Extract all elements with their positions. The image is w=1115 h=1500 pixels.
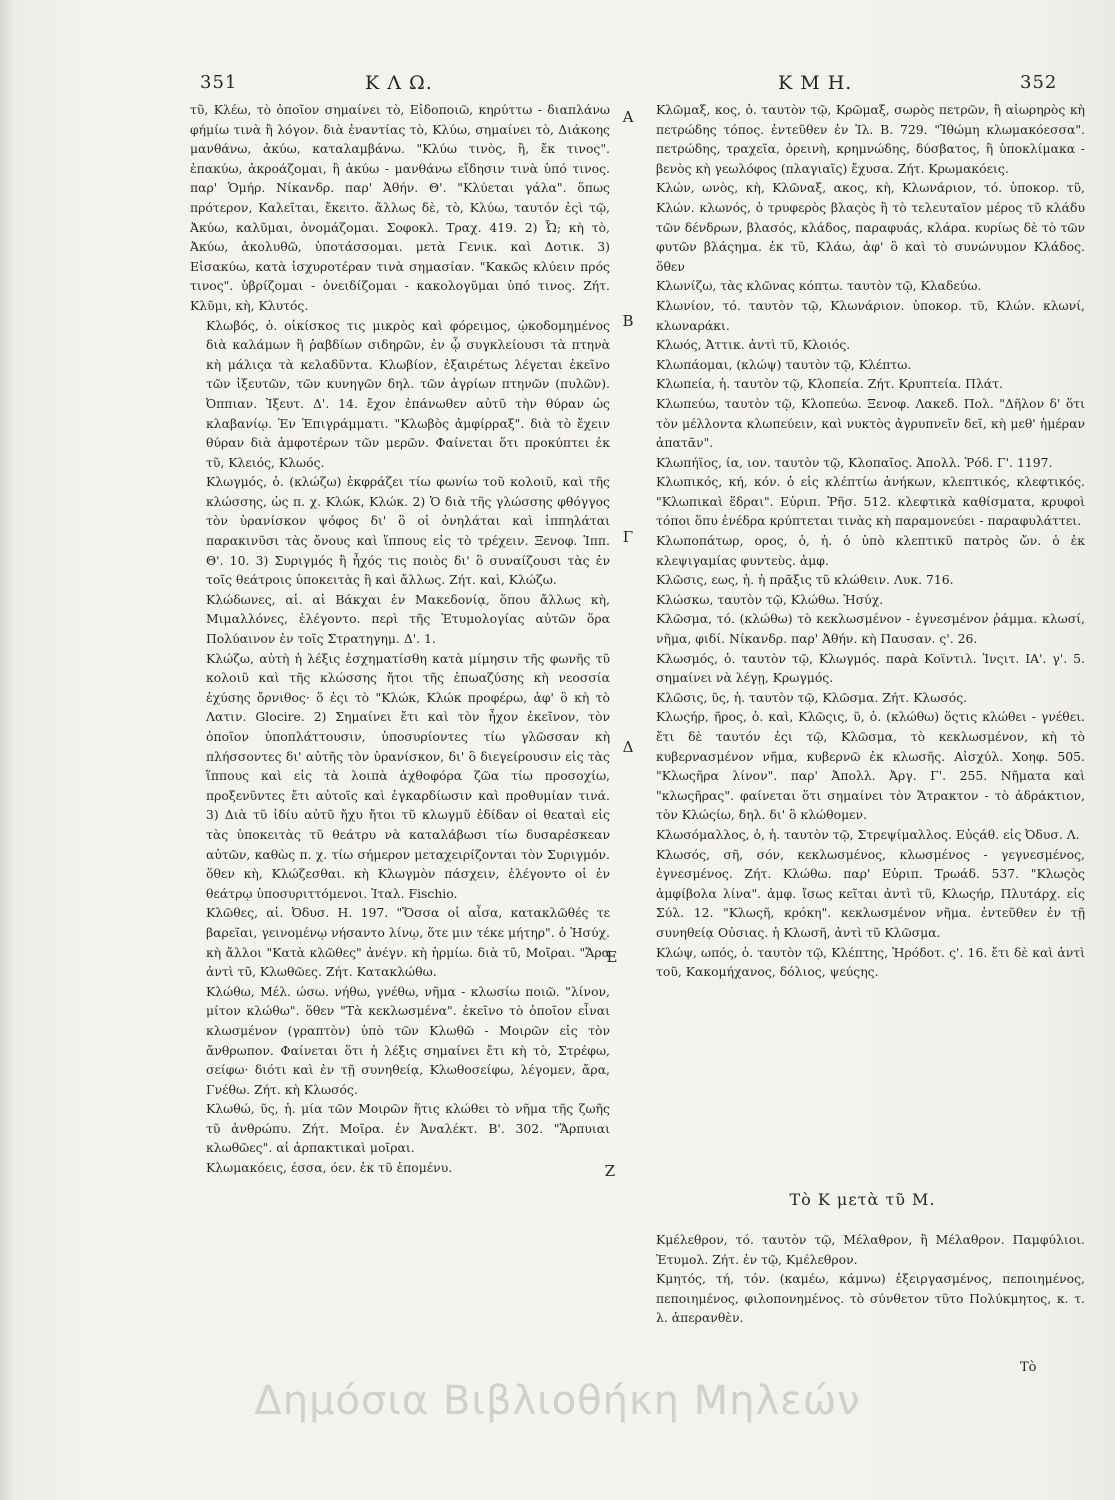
entry-klopopator: Κλωποπάτωρ, ορος, ὁ, ἡ. ὁ ὑπὸ κλεπτικῦ πατρὸς ὤν. ὁ ἐκ κλεψιγαμίας φυντεὺς. ἀμφ. xyxy=(656,533,1085,568)
entry-klosos: Κλωσός, σῆ, σόν, κεκλωσμένος, κλωσμένος - γεγνεσμένος, ἐγνεσμένος. Ζήτ. Κλώθω. παρ' Εὐριπ. Τρωάδ. 537. "Κλωςὸς ἀμφίβολα λίνα". ἀμφ. ἴσως κεῖται ἀντὶ τῦ, Κλωςήρ, Πλυτάρχ. εἰς Σύλ. 12. "Κλωςῆ, κρόκη". κεκλωσμένον νῆμα. ἐντεῦθεν ἐν τῇ συνηθείᾳ Οὐσιας. ἡ Κλωσῆ, ἀντὶ τῦ Κλῶσμα. xyxy=(656,846,1085,940)
entry-klosomallos: Κλωσόμαλλος, ὁ, ἡ. ταυτὸν τῷ, Στρεψίμαλλος. Εὐςάθ. εἰς Ὀδυσ. Λ. xyxy=(656,826,1080,842)
entry-klon: Κλών, ωνὸς, κὴ, Κλῶναξ, ακος, κὴ, Κλωνάριον, τό. ὑποκορ. τῦ, Κλών. κλωνός, ὁ τρυφερὸς βλαςὸς ἢ τὸ τελευταῖον μέρος τῦ κλάδυ τῶν δένδρων, βλασός, κλάδος, παραφυάς, κλάρα. κυρίως δὲ τὸ τῶν φυτῶν βλάςημα. ἐκ τῦ, Κλάω, ἀφ' ὃ καὶ τὸ συνώνυμον Κλάδος. ὅθεν xyxy=(656,180,1085,274)
right-column xyxy=(640,100,1085,1180)
left-page-number: 351 xyxy=(200,72,238,93)
entry-kloster: Κλωςήρ, ῆρος, ὁ. καὶ, Κλῶςις, ῦ, ὁ. (κλώθω) ὅςτις κλώθει - γνέθει. ἔτι δὲ ταυτόν ἐςι τῷ, Κλῶσμα, τὸ κεκλωσμένον, κὴ τὸ κυβερνασμένον νῆμα, κυβερνῶ ἐκ κλωσῆς. Αἰσχύλ. Χοηφ. 505. "Κλωςῆρα λίνον". παρ' Ἀπολλ. Ἀργ. Γ'. 255. Νῆματα καὶ "κλωςῆρας". φαίνεται ὅτι σημαίνει τὸν Ἄτρακτον - τὸ ἀδράκτιον, τὸν Κλώςίω, δηλ. δι' ὃ κλώθομεν. xyxy=(656,709,1085,823)
entry-klomakoeis: Κλωμακόεις, έσσα, όεν. ἐκ τῦ ἑπομένυ. xyxy=(206,1160,453,1176)
library-watermark: Δημόσια Βιβλιοθήκη Μηλεών xyxy=(254,1378,861,1424)
entry-klopeia: Κλωπεία, ἡ. ταυτὸν τῷ, Κλοπεία. Ζήτ. Κρυπτεία. Πλάτ. xyxy=(656,376,1003,392)
entry-klogmos: Κλωγμός, ὁ. (κλώζω) ἐκφράζει τίω φωνίω τοῦ κολοιῦ, καὶ τῆς κλώσσης, ὡς π. χ. Κλώκ, Κλώκ. 2) Ὁ διὰ τῆς γλώσσης φθόγγος τὸν ὑρανίσκον ψόφος δι' ὃ οἱ ὀνηλάται καὶ ἱππηλάται παρακινῦσι τὰς ὄνους καὶ ἵππους εἰς τὸ τρέχειν. Ξενοφ. Ἱππ. Θ'. 10. 3) Συριγμός ἢ ἦχός τις ποιὸς δι' ὃ συναίζουσι τὰς ἐν τοῖς θεάτροις ὑποκειτὰς ἢ καὶ ἄλλως. Ζήτ. καὶ, Κλώζω. xyxy=(206,474,610,588)
entry-klozo: Κλώζω, αὐτὴ ἡ λέξις ἐσχηματίσθη κατὰ μίμησιν τῆς φωνῆς τῦ κολοιῦ καὶ τῆς κλώσσης ἤτοι τῆς ἐπωαζύσης κὴ νεοσσία ἐχύσης ὄρνιθος· ὅ ἐςι τὸ "Κλώκ, Κλώκ προφέρω, ἀφ' ὃ κὴ τὸ Λατιν. Glocire. 2) Σημαίνει ἔτι καὶ τὸν ἦχον ἐκεῖνον, τὸν ὁποῖον ὑποπλάττουσιν, ὑποσυρίοντες τίω γλῶσσαν κὴ πλήσσοντες δι' αὐτῆς τὸν ὑρανίσκον, δι' ὃ διεγείρουσιν εἰς τὰς ἵππους καὶ εἰς τὰ λοιπὰ ἀχθοφόρα ζῶα τίω προσοχίω, προξενῦντες ἔτι αὐτοῖς καὶ ἐγκαρδίωσιν καὶ προθυμίαν τινά. 3) Διὰ τῦ ἰδίυ αὐτῦ ἤχυ ἤτοι τῦ κλωγμῦ ἐδίδαν οἱ θεαταὶ εἰς τὰς ὑποκειτὰς τῦ θεάτρυ νὰ καταλάβωσι τίω δυσαρέσκεαν αὐτῶν, καθὼς π. χ. τίω σήμερον μεταχειρίζονται τὸν Συριγμόν. ὅθεν κὴ, Κλώζεσθαι. κὴ Κλωγμὸν πάσχειν, ἐλέγοντο οἱ ἐν θεάτρῳ ὑποσυριττόμενοι. Ἰταλ. Fischio. xyxy=(206,650,610,901)
margin-letter-a: A xyxy=(622,108,634,126)
right-running-head: Κ Μ Η. xyxy=(778,72,853,94)
left-column xyxy=(190,100,610,1350)
margin-letter-gamma: Γ xyxy=(622,528,634,546)
entry-klosko: Κλώσκω, ταυτὸν τῷ, Κλώθω. Ἡσύχ. xyxy=(656,591,884,607)
entry-klose: Κλῶσις, ῦς, ἡ. ταυτὸν τῷ, Κλῶσμα. Ζήτ. Κλωσός. xyxy=(656,689,968,705)
entry-klops: Κλώψ, ωπός, ὁ. ταυτὸν τῷ, Κλέπτης, Ἡρόδοτ. ς'. 16. ἔτι δὲ καὶ ἀντὶ τοῦ, Κακομήχανος, δόλιος, ψεύςης. xyxy=(656,944,1085,980)
entry-klonion: Κλωνίον, τό. ταυτὸν τῷ, Κλωνάριον. ὑποκορ. τῦ, Κλών. κλωνί, κλωναράκι. xyxy=(656,297,1085,333)
margin-letter-e: E xyxy=(606,948,618,966)
right-page-number: 352 xyxy=(1020,72,1058,93)
entry-klosis: Κλῶσις, εως, ἡ. ἡ πρᾶξις τῦ κλώθειν. Λυκ. 716. xyxy=(656,572,954,588)
entry-klopeios: Κλωπήϊος, ία, ιον. ταυτὸν τῷ, Κλοπαῖος. Ἀπολλ. Ῥόδ. Γ'. 1197. xyxy=(656,454,1053,470)
entry-kmelethron: Κμέλεθρον, τό. ταυτὸν τῷ, Μέλαθρον, ἢ Μέλαθρον. Παμφύλιοι. Ἐτυμολ. Ζήτ. ἐν τῷ, Κμέλεθρον. xyxy=(656,1232,1085,1267)
entry-kmetos: Κμητός, τή, τόν. (καμέω, κάμνω) ἐξειργασμένος, πεποιημένος, πεποιημένος, φιλοπονημένος. τὸ σύνθετον τῦτο Πολύκμητος, κ. τ. λ. ἀπερανθὲν. xyxy=(656,1271,1085,1326)
catchword: Τὸ xyxy=(1020,1360,1037,1375)
section-heading: Τὸ Κ μετὰ τῦ Μ. xyxy=(789,1190,936,1209)
entry-klopaomai: Κλωπάομαι, (κλώψ) ταυτὸν τῷ, Κλέπτω. xyxy=(656,356,912,372)
margin-letter-z: Z xyxy=(604,1162,616,1180)
entry-klodones: Κλώδωνες, αἱ. αἱ Βάκχαι ἐν Μακεδονίᾳ, ὅπου ἄλλως κὴ, Μιμαλλόνες, ἐλέγοντο. περὶ τῆς Ἐτυμολογίας αὐτῶν ὅρα Πολύαινον ἐν τοῖς Στρατηγημ. Δ'. 1. xyxy=(206,591,610,647)
entry-klosma: Κλῶσμα, τό. (κλώθω) τὸ κεκλωσμένον - ἐγνεσμένον ῥάμμα. κλωσί, νῆμα, φιδί. Νίκανδρ. παρ' Ἀθήν. κὴ Παυσαν. ς'. 26. xyxy=(656,611,1085,647)
entry-kloos: Κλωός, Ἀττικ. ἀντὶ τῦ, Κλοιός. xyxy=(656,337,851,353)
entry-klonizo: Κλωνίζω, τὰς κλῶνας κόπτω. ταυτὸν τῷ, Κλαδεύω. xyxy=(656,278,982,294)
margin-letter-b: B xyxy=(622,312,634,330)
entry-continued: τῦ, Κλέω, τὸ ὁποῖον σημαίνει τὸ, Εἰδοποιῶ, κηρύττω - διαπλάνω φήμίω τινὰ ἢ λόγον. διὰ ἐναντίας τὸ, Κλύω, σημαίνει τὸ, Διάκοης μανθάνω, ἀκύω, καταλαμβάνω. "Κλύω τινὸς, ἢ, ἔκ τινος". ἐπακύω, ἀκροάζομαι, ἢ ἀκύω - μανθάνω εἴδησιν τινὰ ὑπό τινος. παρ' Ὁμήρ. Νίκανδρ. παρ' Ἀθήν. Θ'. "Κλύεται γάλα". ὅπως πρότερον, Καλεῖται, ἔκειτο. ἄλλως δὲ, τὸ, Κλύω, ταυτόν ἐςὶ τῷ, Ἀκύω, καλῦμαι, ὀνομάζομαι. Σοφοκλ. Τραχ. 419. 2) Ὦ; κὴ τὸ, Ἀκύω, ἀκολυθῶ, ὑποτάσσομαι. μετὰ Γενικ. καὶ Δοτικ. 3) Εἰσακύω, κατὰ ἰσχυροτέραν τινὰ σημασίαν. "Κακῶς κλύειν πρός τινος". ὑβρίζομαι - ὀνειδίζομαι - κακολογῦμαι ὑπό τινος. Ζήτ. Κλῦμι, κὴ, Κλυτός. xyxy=(190,102,610,313)
entry-klopeuo: Κλωπεύω, ταυτὸν τῷ, Κλοπεύω. Ξενοφ. Λακεδ. Πολ. "Δῆλον δ' ὅτι τὸν μέλλοντα κλωπεύειν, καὶ νυκτὸς ἀγρυπνεῖν δεῖ, κὴ μεθ' ἡμέραν ἀπατᾶν". xyxy=(656,395,1085,451)
entry-klotho-moira: Κλωθώ, ῦς, ἡ. μία τῶν Μοιρῶν ἥτις κλώθει τὸ νῆμα τῆς ζωῆς τῦ ἀνθρώπυ. Ζήτ. Μοῖρα. ἐν Ἀναλέκτ. Β'. 302. "Ἅρπυιαι κλωθῶες". αἱ ἁρπακτικαὶ μοῖραι. xyxy=(206,1101,610,1156)
entry-klotho-verb: Κλώθω, Μέλ. ώσω. νήθω, γνέθω, νῆμα - κλωσίω ποιῶ. "λίνον, μίτον κλώθω". ὅθεν "Τὰ κεκλωσμένα". ἐκεῖνο τὸ ὁποῖον εἶναι κλωσμένον (γραπτὸν) ὑπὸ τῶν Κλωθῶ - Μοιρῶν εἰς τὸν ἄνθρωπον. Φαίνεται ὅτι ἡ λέξις σημαίνει ἔτι κὴ τὸ, Στρέφω, σείφω· διότι καὶ ἐν τῇ συνηθείᾳ, Κλωθοσείφω, λέγομεν, ἄρα, Γνέθω. Ζήτ. κὴ Κλωσός. xyxy=(206,983,610,1097)
entry-klopikos: Κλωπικός, κή, κόν. ὁ εἰς κλέπτίω ἀνήκων, κλεπτικός, κλεφτικός. "Κλωπικαὶ ἕδραι". Εὐριπ. Ῥῆσ. 512. κλεφτικὰ καθίσματα, κρυφοὶ τόποι ὅπυ ἐνέδρα κρύπτεται τινὰς κὴ παραμονεύει - παραφυλάττει. xyxy=(656,474,1085,529)
entry-klobos: Κλωβός, ὁ. οἰκίσκος τις μικρὸς καὶ φόρειμος, ᾠκοδομημένος διὰ καλάμων ἢ ῥαβδίων σιδηρῶν, ἐν ᾧ συγκλείουσι τὰ πτηνὰ κὴ μάλιςα τὰ κελαδῦντα. Κλωβίον, ἐξαιρέτως λέγεται ἐκεῖνο τῶν ἰξευτῶν, τῶν κυνηγῶν δηλ. τῶν ἀγρίων πτηνῶν (πυλῶν). Ὀππιαν. Ἰξευτ. Δ'. 14. ἔχον ἐπάνωθεν αὐτῦ τὴν θύραν ὡς κλαβανίῳ. Ἐν Ἐπιγράμματι. "Κλωβὸς ἀμφίρραξ". διὰ τὸ ἔχειν θύραν διὰ ἀμφοτέρων τῶν μερῶν. Φαίνεται ὅτι προκύπτει ἐκ τῦ, Κλειός, Κλωός. xyxy=(206,317,610,470)
entry-klothes: Κλῶθες, αἱ. Ὀδυσ. Η. 197. "Ὅσσα οἱ αἶσα, κατακλῶθές τε βαρεῖαι, γεινομένῳ νήσαντο λίνῳ, ὅτε μιν τέκε μήτηρ". ὁ Ἡσύχ. κὴ ἄλλοι "Κατὰ κλῶθες" ἀνέγν. κὴ ἡρμίω. διὰ τῦ, Μοῖραι. "Ἄρα ἀντὶ τῦ, Κλωθῶες. Ζήτ. Κατακλώθω. xyxy=(206,905,610,980)
left-running-head: Κ Λ Ω. xyxy=(365,72,433,94)
entry-klomax: Κλῶμαξ, κος, ὁ. ταυτὸν τῷ, Κρῶμαξ, σωρὸς πετρῶν, ἢ αἰωρηρὸς κὴ πετρώδης τόπος. ἐντεῦθεν ἐν Ἰλ. Β. 729. "Ἰθώμη κλωμακόεσσα". πετρώδης, τραχεῖα, ὀρεινὴ, κρημνώδης, δύσβατος, ἢ ὑποκλίμακα - βενὸς κὴ γεωλόφος (πλαγιαῖς) ἔχυσα. Ζήτ. Κρωμακόεις. xyxy=(656,102,1085,176)
margin-letter-delta: Δ xyxy=(622,738,634,756)
right-column-continued xyxy=(640,1230,1085,1360)
entry-klosmos: Κλωσμός, ὁ. ταυτὸν τῷ, Κλωγμός. παρὰ Κοϊντιλ. Ἰνςιτ. ΙΑ'. γ'. 5. σημαίνει νὰ λέγῃ, Κρωγμός. xyxy=(656,650,1085,686)
book-spine-shadow xyxy=(0,0,14,1500)
